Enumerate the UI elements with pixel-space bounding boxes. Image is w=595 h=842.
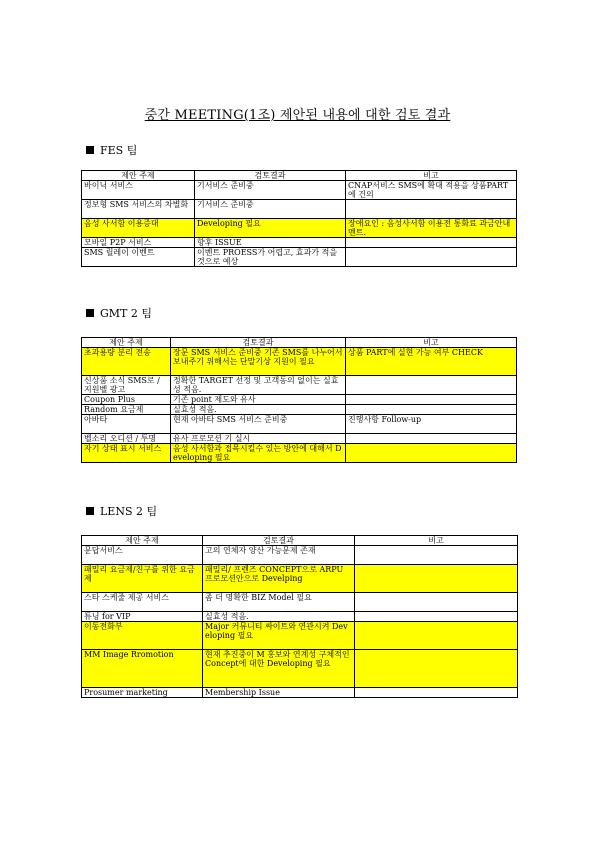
table-row [82,248,517,267]
table-row [82,612,518,622]
table-row [82,593,518,612]
note-cell [355,612,518,622]
table-row [82,200,517,219]
topic-cell: 모바일 P2P 서비스 [82,238,195,248]
result-cell: 음성 사서함과 접목시킬수 있는 방안에 대해서 Developing 필요 [171,444,346,463]
result-cell: 패밀리/ 프렌즈 CONCEPT으로 ARPU 프로모션안으로 Develping [203,565,355,593]
table-row [82,688,518,698]
col-header-note: 비고 [346,338,517,348]
note-cell [346,376,517,395]
topic-cell: 패밀리 요금제/친구를 위한 요금제 [82,565,203,593]
topic-cell: 초과용량 분리 전송 [82,348,171,376]
topic-cell: 바이닉 서비스 [82,181,195,200]
table-row [82,565,518,593]
col-header-result: 검토결과 [171,338,346,348]
section-heading-label: FES 팀 [100,144,138,157]
result-cell: Membership Issue [203,688,355,698]
table-header-row [82,171,517,181]
topic-cell: 스타 스케줄 제공 서비스 [82,593,203,612]
result-cell: 실효성 적음. [171,405,346,415]
topic-cell: 신상품 소식 SMS로 / 지원벨 광고 [82,376,171,395]
topic-cell: 이동전화부 [82,622,203,650]
section-heading-lens2 [86,503,157,519]
col-header-note: 비고 [355,536,518,546]
topic-cell: Random 요금제 [82,405,171,415]
topic-cell: MM Image Rromotion [82,650,203,688]
note-cell [346,405,517,415]
topic-cell: 정보형 SMS 서비스의 차별화 [82,200,195,219]
topic-cell: 튜닝 for VIP [82,612,203,622]
section-heading-gmt2 [86,305,152,321]
topic-cell: 문답서비스 [82,546,203,565]
result-cell: 장문 SMS 서비스 준비중 기존 SMS를 나누어서 보내주기 위해서는 단말기상 지원이 필요 [171,348,346,376]
table-row [82,622,518,650]
table-row [82,434,517,444]
black-square-icon [86,309,94,317]
table-row [82,219,517,238]
note-cell [346,395,517,405]
table-header-row [82,536,518,546]
fes-review-table [81,170,517,267]
table-row [82,181,517,200]
section-heading-fes [86,142,137,158]
note-cell [355,688,518,698]
note-cell [346,248,517,267]
table-row [82,376,517,395]
topic-cell: 아바타 [82,415,171,434]
note-cell [346,444,517,463]
result-cell: 기서비스 준비중 [195,200,346,219]
table-row [82,546,518,565]
table-row [82,395,517,405]
page-title: 중간 MEETING(1조) 제안된 내용에 대한 검토 결과 [144,108,451,123]
topic-cell: SMS 릴레이 이벤트 [82,248,195,267]
topic-cell: 자기 상태 표시 서비스 [82,444,171,463]
result-cell: 이벤트 PROESS가 어렵고, 효과가 적을 것으로 예상 [195,248,346,267]
result-cell: Major 커뮤니티 싸이트와 연관시켜 Developing 필요 [203,622,355,650]
table-row [82,405,517,415]
note-cell [346,200,517,219]
col-header-note: 비고 [346,171,517,181]
note-cell: 장애요인 : 음성사서함 이용전 통화료 과금안내 멘트. [346,219,517,238]
result-cell: 유사 프로모션 기 실시 [171,434,346,444]
result-cell: 현재 추진중이 M 홍보와 연계성 구체적인 Concept에 대한 Developing 필요 [203,650,355,688]
gmt2-review-table [81,337,517,463]
black-square-icon [86,507,94,515]
note-cell [346,434,517,444]
topic-cell: 음성 사서함 이용증대 [82,219,195,238]
note-cell: 진행사항 Follow-up [346,415,517,434]
black-square-icon [86,146,94,154]
col-header-result: 검토결과 [195,171,346,181]
table-row [82,444,517,463]
note-cell [355,565,518,593]
note-cell [355,546,518,565]
topic-cell: 벨소리 오디션 / 투명 [82,434,171,444]
section-heading-label: LENS 2 팀 [100,505,158,518]
table-header-row [82,338,517,348]
result-cell: 현재 아바타 SMS 서비스 준비중 [171,415,346,434]
col-header-topic: 제안 주제 [82,536,203,546]
table-row [82,415,517,434]
section-heading-label: GMT 2 팀 [100,307,153,320]
result-cell: 실효성 적음. [203,612,355,622]
table-row [82,238,517,248]
note-cell [346,238,517,248]
note-cell [355,650,518,688]
note-cell [355,622,518,650]
topic-cell: Prosumer marketing [82,688,203,698]
col-header-topic: 제안 주제 [82,171,195,181]
result-cell: 정확한 TARGET 선정 및 고객동의 없이는 실효성 적음. [171,376,346,395]
result-cell: 향후 ISSUE [195,238,346,248]
note-cell: CNAP서비스 SMS에 확대 적용을 상품PART에 건의 [346,181,517,200]
lens2-review-table [81,535,518,698]
note-cell: 상품 PART에 실현 가능 여부 CHECK [346,348,517,376]
result-cell: 기서비스 준비중 [195,181,346,200]
result-cell: 기존 point 제도와 유사 [171,395,346,405]
col-header-result: 검토결과 [203,536,355,546]
topic-cell: Coupon Plus [82,395,171,405]
col-header-topic: 제안 주제 [82,338,171,348]
note-cell [355,593,518,612]
result-cell: 좀 더 명확한 BIZ Model 필요 [203,593,355,612]
table-row [82,348,517,376]
result-cell: Developing 필요 [195,219,346,238]
table-row [82,650,518,688]
result-cell: 고의 연체자 양산 가능문제 존재 [203,546,355,565]
